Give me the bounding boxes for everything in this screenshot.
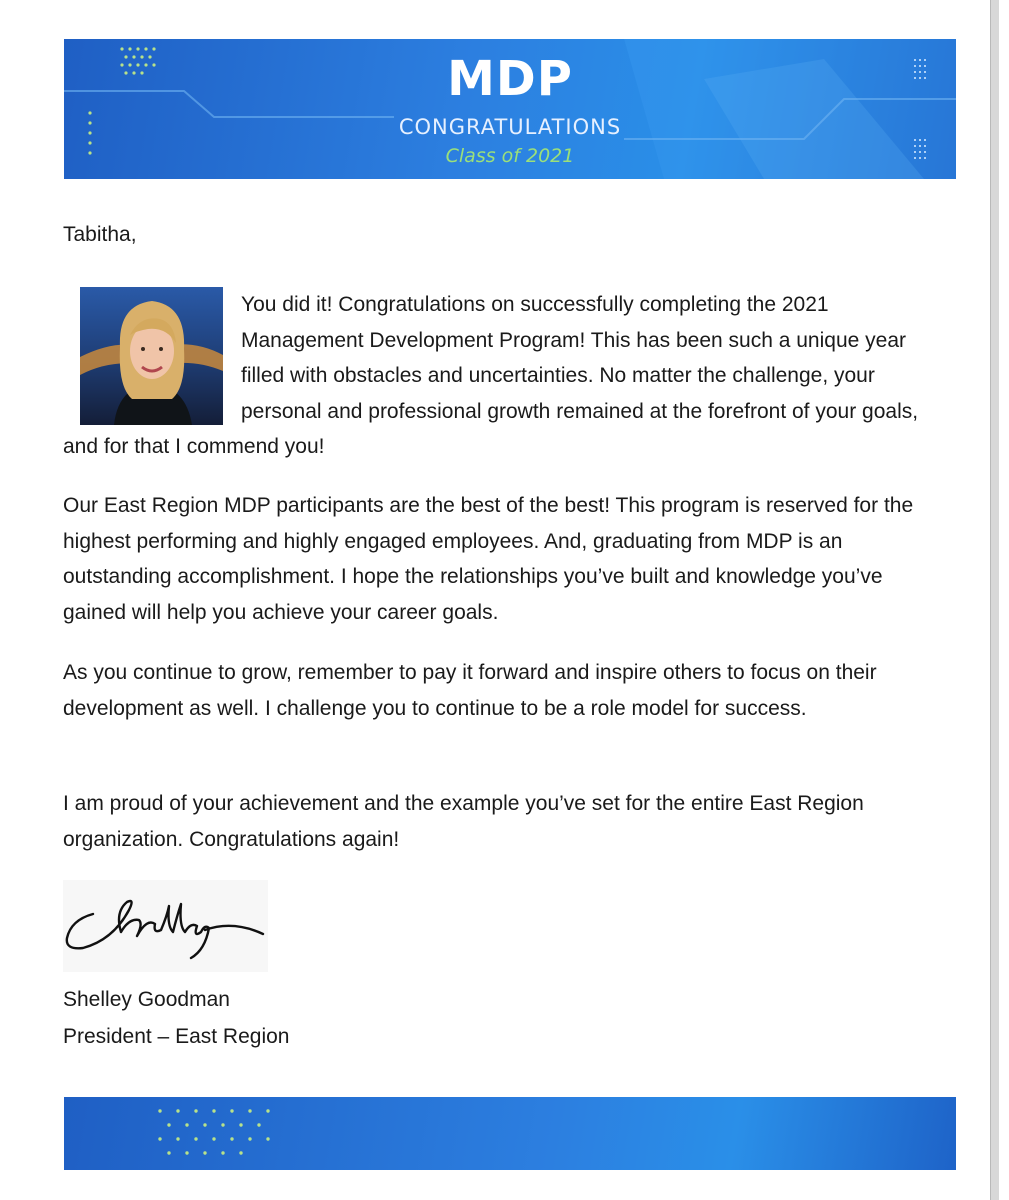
banner-subtitle: CONGRATULATIONS xyxy=(398,115,622,139)
paragraph-text: You did it! Congratulations on successfully completing the 2021 Management Development Program! This has been such a unique year filled with obstacles and uncertainties. No matter the challenge, your personal and professional growth remained at the forefront of your goals, and for that I commend you! xyxy=(63,293,919,458)
footer-dots-decoration xyxy=(64,1097,956,1170)
banner-title: MDP xyxy=(447,51,573,107)
handwritten-signature xyxy=(63,880,268,972)
letter-paragraph-4: I am proud of your achievement and the example you’ve set for the entire East Region organization. Congratulations again! xyxy=(63,792,864,851)
letter-paragraph-1 xyxy=(63,287,943,465)
letter-paragraph-2: Our East Region MDP participants are the best of the best! This program is reserved for the highest performing and highly engaged employees. And, graduating from MDP is an outstanding accomplishment. I hope the relationships you’ve built and knowledge you’ve gained will help you achieve your career goals. xyxy=(63,494,914,624)
letter-paragraph-3: As you continue to grow, remember to pay it forward and inspire others to focus on their development as well. I challenge you to continue to be a role model for success. xyxy=(63,661,877,720)
footer-banner xyxy=(64,1097,956,1170)
signature-drawing xyxy=(63,880,268,972)
signer-title: President – East Region xyxy=(63,1025,290,1048)
signer-name: Shelley Goodman xyxy=(63,988,230,1011)
author-photo xyxy=(80,287,223,425)
header-banner xyxy=(64,39,956,179)
banner-class-line: Class of 2021 xyxy=(445,145,575,167)
salutation: Tabitha, xyxy=(63,223,137,246)
page-edge-scrollbar xyxy=(990,0,999,1200)
